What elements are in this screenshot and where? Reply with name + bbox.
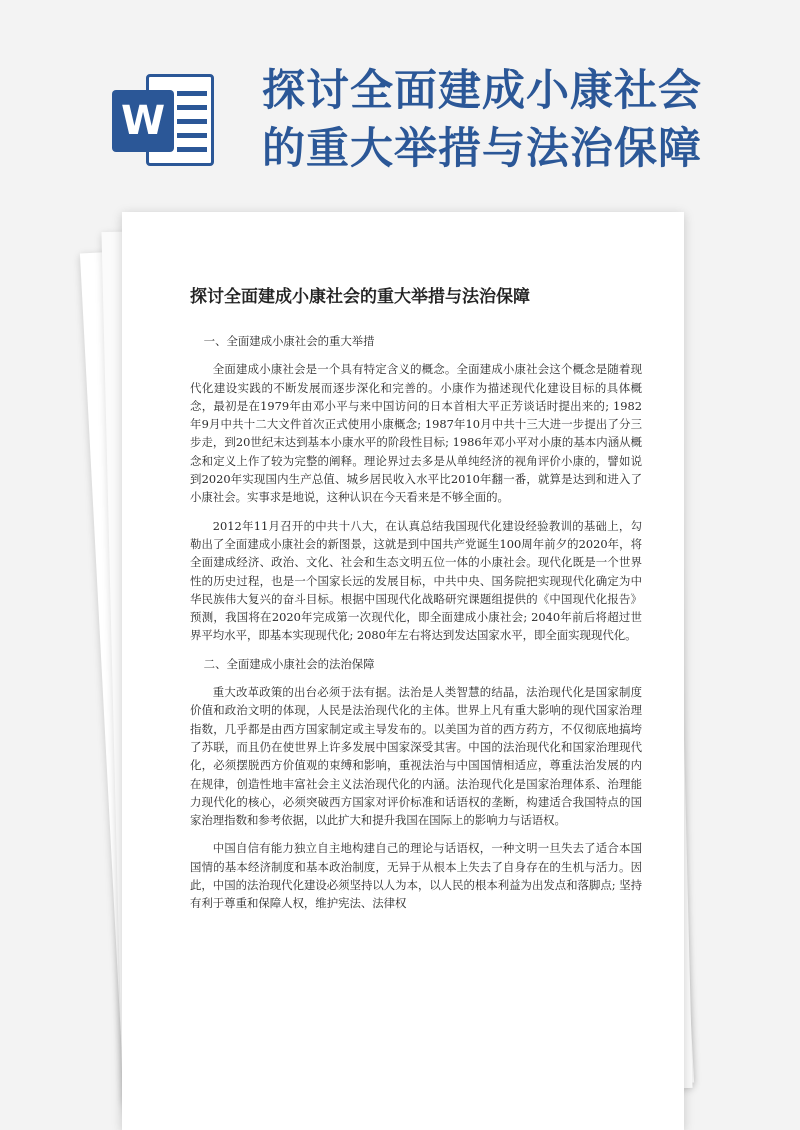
word-badge-icon: W [112,90,174,152]
paragraph: 中国自信有能力独立自主地构建自己的理论与话语权，一种文明一旦失去了适合本国国情的基本经济制度和基本政治制度，无异于从根本上失去了自身存在的生机与活力。因此，中国的法治现代化建设必须坚持以人为本，以人民的根本利益为出发点和落脚点; 坚持有利于尊重和保障人权，维护宪法、法律权 [190,841,642,911]
document-body [190,332,642,923]
banner-title [262,62,742,178]
word-document-icon [112,68,218,174]
banner-title-line1: 探讨全面建成小康社会 [262,66,702,116]
document-title: 探讨全面建成小康社会的重大举措与法治保障 [190,287,530,307]
document-page [122,212,684,1130]
paragraph: 全面建成小康社会是一个具有特定含义的概念。全面建成小康社会这个概念是随着现代化建设实践的不断发展而逐步深化和完善的。小康作为描述现代化建设目标的具体概念，最初是在1979年由邓小平与来中国访问的日本首相大平正芳谈话时提出来的; 1982年9月中共十二大文件首次正式使用小康概念; 1987年10月中共十三大进一步提出了分三步走，到20世纪末达到基本小康水平的阶段性目标; 1986年邓小平对小康的基本内涵从概念和定义上作了较为完整的阐释。理论界过去多是从单纯经济的视角评价小康的，譬如说到2020年实现国内生产总值、城乡居民收入水平比2010年翻一番，就算是达到和进入了小康社会。实事求是地说，这种认识在今天看来是不够全面的。 [190,362,642,505]
header-banner [0,0,800,200]
paragraph: 2012年11月召开的中共十八大，在认真总结我国现代化建设经验教训的基础上，勾勒出了全面建成小康社会的新图景，这就是到中国共产党诞生100周年前夕的2020年，将全面建成经济、政治、文化、社会和生态文明五位一体的小康社会。现代化既是一个世界性的历史过程，也是一个国家长远的发展目标，中共中央、国务院把实现现代化确定为中华民族伟大复兴的奋斗目标。根据中国现代化战略研究课题组提供的《中国现代化报告》预测，我国将在2020年完成第一次现代化，即全面建成小康社会; 2040年前后将超过世界平均水平，即基本实现现代化; 2080年左右将达到发达国家水平，即全面实现现代化。 [190,518,642,643]
section-heading: 一、全面建成小康社会的重大举措 [203,334,375,348]
section-heading: 二、全面建成小康社会的法治保障 [203,656,375,671]
banner-title-line2: 的重大举措与法治保障 [262,124,702,174]
paragraph: 重大改革政策的出台必须于法有据。法治是人类智慧的结晶，法治现代化是国家制度价值和政治文明的体现，人民是法治现代化的主体。世界上凡有重大影响的现代国家治理指数，几乎都是由西方国家制定或主导发布的。以美国为首的西方药方，不仅彻底地搞垮了苏联，而且仍在使世界上许多发展中国家深受其害。中国的法治现代化和国家治理现代化，必须摆脱西方价值观的束缚和影响，重视法治与中国国情相适应，尊重法治发展的内在规律，创造性地丰富社会主义法治现代化的内涵。法治现代化是国家治理体系、治理能力现代化的核心，必须突破西方国家对评价标准和话语权的垄断，构建适合我国特点的国家治理指数和参考依据，以此扩大和提升我国在国际上的影响力与话语权。 [190,685,642,828]
